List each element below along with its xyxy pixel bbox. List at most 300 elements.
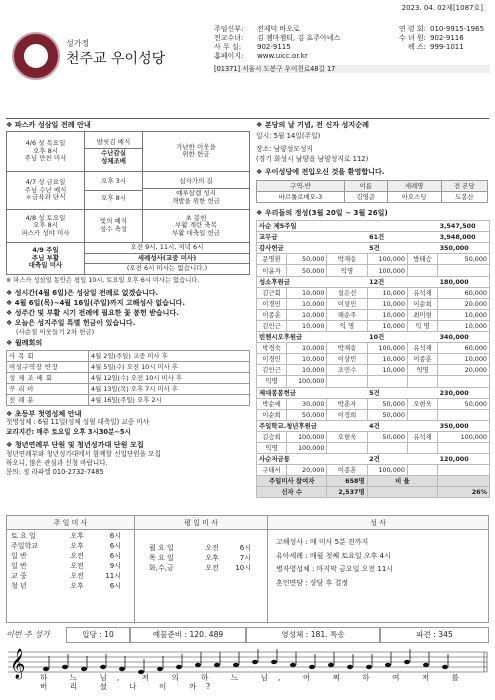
offering-donor: 박순애 (257, 398, 287, 409)
offering-value: 50,000 (367, 409, 407, 420)
easter-day: 4/8 성 토요일 오후 8시 파스카 성야 미사 (7, 209, 85, 242)
offering-count (367, 221, 437, 232)
contact-value: 902-9116 (430, 33, 464, 42)
schedule-row (149, 544, 267, 554)
schedule-day: 청 년 (11, 581, 27, 590)
schedule-ampm: 오후 (70, 532, 84, 540)
meeting-time: 4월 13일(목) 오후 7시 미사 후 (89, 383, 250, 394)
youth-contact: 문의: 정 라파엘 010-2732-7485 (6, 468, 104, 477)
offering-donor: 이종훈 (257, 309, 287, 320)
attendance-label: 주일미사 참여자 (257, 476, 327, 487)
offering-donor: 오현욱 (407, 398, 437, 409)
offering-donor: 문명환 (257, 254, 287, 265)
offering-donor: 익명 (257, 376, 287, 387)
pilgrim-place: 장소: 남양성모성지 (256, 144, 313, 153)
offering-section (257, 454, 490, 465)
offering-value: 60,000 (438, 343, 490, 354)
monthly-row (7, 361, 250, 372)
offering-title: 성소후원금 (257, 276, 368, 287)
offering-amount: 350,000 (438, 243, 490, 254)
offering-value (438, 409, 490, 420)
contact-value: 010-9915-1965 (430, 25, 485, 33)
attendance-label: 비 율 (367, 476, 437, 487)
offering-value: 100,000 (287, 442, 327, 453)
offering-value: 50,000 (287, 254, 327, 265)
offering-donor: 박춘자 (327, 398, 367, 409)
offering-value: 10,000 (367, 320, 407, 331)
offering-value: 10,000 (438, 320, 490, 331)
schedule-row (149, 554, 267, 564)
contact-label: 전교수녀: (214, 33, 244, 42)
offering-donor: 박경숙 (257, 343, 287, 354)
offering-value: 100,000 (438, 431, 490, 442)
left-column (6, 121, 250, 477)
offering-donor (407, 265, 437, 276)
schedule-row (11, 582, 134, 592)
easter-day: 4/6 성 목요일 오후 8시 주님 만찬 미사 (7, 131, 85, 171)
offering-donor: 김인근 (257, 320, 287, 331)
offering-donor: 유석재 (407, 343, 437, 354)
offering-count: 12건 (367, 276, 437, 287)
contact-label: 수 녀 원: (398, 33, 426, 42)
schedule-row (149, 564, 267, 574)
welcome-heading: ❖ 우이성당에 전입오신 것을 환영합니다. (256, 167, 385, 177)
attendance-label: 신자 수 (257, 487, 327, 498)
communion-hymn: 영성체 : 181. 특송 (246, 627, 380, 642)
offering-value (367, 376, 407, 387)
easter-offering: 예루살렘 성지 개발을 위한 헌금 (171, 189, 221, 205)
entrance-hymn: 입당 : 10 (66, 627, 130, 642)
schedule-day: 월 요 일 (149, 544, 174, 552)
meeting-group: 전 례 분 (7, 394, 89, 405)
address: [01371] 서울시 도봉구 우이천로48길 17 (214, 65, 490, 73)
offering-value: 10,000 (367, 298, 407, 309)
offering-section (257, 232, 490, 243)
schedule-row (11, 542, 134, 552)
schedule-time: 6시 (109, 551, 121, 560)
easter-day: 4/9 주일 주님 부활 대축일 미사 (7, 242, 85, 274)
offering-value: 100,000 (367, 254, 407, 265)
offering-row (257, 431, 490, 442)
contact-value: 999-1011 (430, 42, 464, 51)
note-head (62, 665, 68, 669)
offering-title: 주일학교.청년후원금 (257, 420, 368, 431)
offering-donor: 김근회 (257, 287, 287, 298)
offering-amount: 120,000 (438, 454, 490, 465)
offering-value (438, 376, 490, 387)
offering-value: 50,000 (438, 254, 490, 265)
contact-label: 팩 스: (407, 42, 426, 51)
schedule-day: 목 요 일 (149, 553, 174, 562)
sacrament-item: 유아세례 : 매월 첫째 토요일 오후 4시 (276, 551, 391, 560)
offering-donor: 김승희 (257, 431, 287, 442)
welcome-cell: 도봉산 (441, 192, 487, 203)
offering-donor (407, 376, 437, 387)
monthly-row (7, 383, 250, 394)
note-head (347, 665, 353, 669)
offering-count: 5건 (367, 387, 437, 398)
schedule-time: 10시 (235, 563, 251, 572)
offering-donor: 이경민 (257, 298, 287, 309)
note-head (385, 663, 391, 667)
offering-value: 50,000 (438, 398, 490, 409)
offering-value: 50,000 (287, 265, 327, 276)
offering-count: 5건 (367, 243, 437, 254)
announcement-item: ❖ 4월 6일(목)~4월 16일(주일)까지 고해성사 없습니다. (6, 299, 186, 308)
sacraments (268, 516, 488, 622)
offering-donor: 이윤자 (257, 265, 287, 276)
attendance-label (367, 487, 437, 498)
contact-value: 902-9115 (257, 42, 291, 51)
offering-row (257, 365, 490, 376)
parish-emblem-icon (12, 32, 60, 80)
offering-donor (407, 409, 437, 420)
weekday-mass (135, 516, 268, 622)
pilgrim-date: 일시: 5월 14일(주일) (256, 131, 321, 140)
meeting-time: 4월 16일(주일) 오후 2시 (89, 394, 250, 405)
weekday-mass-title: 평 일 미 사 (135, 516, 267, 530)
offering-title: 교무금 (257, 232, 368, 243)
firstcomm-heading: ❖ 초등부 첫영성체 안내 (6, 408, 82, 418)
monthly-heading: ❖ 월례회의 (6, 337, 43, 347)
offering-row (257, 409, 490, 420)
contact-row (214, 34, 490, 43)
note-head (442, 665, 448, 669)
offering-donor: 익명 (257, 442, 287, 453)
schedule-day: 토 요 일 (11, 532, 36, 540)
schedule-day: 교 중 (11, 571, 27, 580)
note-head (423, 663, 429, 667)
offering-donor: 이경민 (257, 354, 287, 365)
note-head (328, 663, 334, 667)
offering-value: 10,000 (367, 354, 407, 365)
offering-value: 50,000 (287, 409, 327, 420)
meeting-time: 4월 12일(수) 오전 10시 미사 후 (89, 372, 250, 383)
sunday-mass-title: 주 일 미 사 (7, 516, 134, 530)
contact-value: 김 젬마젬티, 김 효주아녜스 (257, 33, 341, 42)
offering-count: 4건 (367, 420, 437, 431)
welcome-col: 구역-반 (257, 181, 345, 192)
offering-value: 10,000 (287, 298, 327, 309)
offering-donor: 조민수 (327, 365, 367, 376)
monthly-table (6, 350, 250, 406)
offering-value: 20,000 (438, 298, 490, 309)
schedule-row (11, 532, 134, 542)
offering-donor: 김인근 (257, 365, 287, 376)
offering-donor (327, 376, 367, 387)
hymn-numbers (6, 626, 489, 644)
offering-row (257, 376, 490, 387)
offering-row (257, 265, 490, 276)
schedule-time: 6시 (109, 581, 121, 590)
welcome-cell: 바르톨로메오-3 (257, 192, 345, 203)
offering-value: 100,000 (367, 265, 407, 276)
schedule-time: 7시 (239, 553, 251, 562)
easter-offering: 가난한 이웃을 위한 헌금 (143, 131, 250, 171)
easter-ceremony: 빛의 예식 성수 축성 (85, 209, 143, 242)
offering-value: 60,000 (438, 287, 490, 298)
sacraments-title: 성 사 (268, 516, 488, 530)
offering-amount: 340,000 (438, 332, 490, 343)
offering-donor (407, 465, 437, 476)
offering-value (438, 265, 490, 276)
note-head (271, 660, 277, 664)
offering-value: 10,000 (287, 343, 327, 354)
schedule-time: 9시 (109, 561, 121, 570)
offering-value: 100,000 (367, 465, 407, 476)
note-head (214, 663, 220, 667)
offering-donor: 익 명 (407, 320, 437, 331)
offering-section (257, 243, 490, 254)
offering-donor: 이종훈 (327, 465, 367, 476)
offering-row (257, 309, 490, 320)
welcome-col: 이름 (344, 181, 387, 192)
offering-value: 20,000 (438, 365, 490, 376)
offertory-hymn: 예물준비 : 120. 489 (130, 627, 246, 642)
easter-heading: ❖ 파스카 성삼일 전례 안내 (6, 120, 91, 129)
offering-value (367, 442, 407, 453)
attendance-value: 26% (438, 487, 490, 498)
offering-donor: 오현욱 (327, 431, 367, 442)
offering-count: 61건 (367, 232, 437, 243)
schedule-ampm: 오후 (205, 553, 219, 562)
offering-value: 10,000 (287, 287, 327, 298)
offering-amount: 3,948,000 (438, 232, 490, 243)
contact-value[interactable]: www.uicc.or.kr (257, 51, 308, 60)
offering-value: 10,000 (287, 320, 327, 331)
attendance-row (257, 476, 490, 487)
sunday-mass (7, 516, 135, 622)
offering-value: 100,000 (367, 343, 407, 354)
offering-value: 20,000 (287, 465, 327, 476)
meeting-group: 사 목 회 (7, 350, 89, 361)
offering-value: 10,000 (438, 309, 490, 320)
schedule-row (11, 562, 134, 572)
contact-value (430, 52, 490, 61)
announcement-item: ❖ 성시간(4월 6일)은 성삼일 전례로 없겠습니다. (6, 289, 159, 298)
header-divider (6, 118, 489, 119)
announcement-item: ❖ 성주간 및 부활 시기 전례에 필요한 꽃 봉헌 받습니다. (6, 309, 179, 318)
easter-ceremony: (오전 6시 미사는 없습니다.) (126, 264, 208, 273)
offering-donor: 이순희 (407, 298, 437, 309)
offering-value: 30,000 (287, 398, 327, 409)
offering-donor (327, 442, 367, 453)
monthly-row (7, 394, 250, 405)
schedule-ampm: 오전 (205, 563, 219, 572)
easter-day: 4/7 성 금요일 주님 수난 예식 ＊금육과 단식 (7, 171, 85, 209)
offering-amount: 180,000 (438, 276, 490, 287)
offering-value: 100,000 (287, 376, 327, 387)
offering-value: 100,000 (287, 431, 327, 442)
easter-offering: 십자가의 길 (143, 175, 249, 189)
pilgrim-address: (경기 화성시 남양읍 남양성지로 112) (256, 154, 369, 163)
easter-table (6, 131, 250, 275)
offering-title: 사순저금통 (257, 454, 368, 465)
contact-label: 연 령 회: (398, 25, 426, 33)
offering-donor: 구태서 (257, 465, 287, 476)
offering-section (257, 387, 490, 398)
monthly-row (7, 350, 250, 361)
easter-ceremony: 오후 8시 (100, 193, 127, 202)
offering-value (438, 442, 490, 453)
offering-value: 10,000 (367, 309, 407, 320)
offering-count: 10건 (367, 332, 437, 343)
offering-amount: 230,000 (438, 387, 490, 398)
offering-table (256, 220, 490, 498)
contact-value: 전제덕 바오로 (257, 25, 300, 33)
offering-value (438, 465, 490, 476)
easter-ceremony: 세례성사(교중 미사) (85, 254, 249, 264)
offering-value: 10,000 (287, 309, 327, 320)
sacrament-item: 고해성사 : 매 미사 5분 전까지 (276, 538, 369, 546)
contact-info (214, 25, 490, 73)
offering-title: 감사헌금 (257, 243, 368, 254)
note-head (252, 660, 258, 664)
offering-title: 제대봉봉헌금 (257, 387, 368, 398)
firstcomm-line: 첫영성체 : 6월 11일(성체 성혈 대축일) 교중 미사 (6, 418, 149, 427)
announcement-item: ❖ 오늘은 성지주일 특별 헌금이 있습니다. (6, 319, 136, 328)
sacrament-item: 병자영성체 : 마지막 금요일 오전 11시 (276, 565, 394, 574)
schedule-day: 일 반 (11, 551, 27, 560)
hymn-lyrics: 하 느 님, 저 의 하 느 님, 어 찌 하 여 저 를 버 리 셨 나 이 까? (40, 673, 469, 692)
offering-donor: 방태승 (407, 254, 437, 265)
meeting-time: 4월 2일(주일) 교중 미사 후 (89, 350, 250, 361)
offering-donor: 이상민 (327, 354, 367, 365)
offering-row (257, 465, 490, 476)
offering-value: 50,000 (367, 431, 407, 442)
logo-name: 천주교 우이성당 (66, 51, 166, 67)
youth-heading: ❖ 청년연례부 단원 및 청년성가대 단원 모집 (6, 439, 144, 449)
offering-donor: 이종훈 (407, 354, 437, 365)
announcement-sub: (사순절 이웃들기 2차 헌금) (16, 327, 95, 336)
contact-label: 주임신부: (214, 25, 244, 33)
welcome-cell: 아오스딩 (387, 192, 441, 203)
attendance-value (438, 476, 490, 487)
offering-donor: 이상민 (327, 298, 367, 309)
note-head (81, 667, 87, 671)
offering-value: 10,000 (367, 365, 407, 376)
offering-row (257, 320, 490, 331)
note-head (366, 665, 372, 669)
note-head (119, 667, 125, 671)
right-column (256, 121, 489, 498)
offering-row (257, 298, 490, 309)
schedule-day: 화,수,금 (149, 563, 174, 572)
offering-donor: 최미현 (407, 309, 437, 320)
youth-line: 하오니, 많은 관심과 신청 바랍니다. (6, 458, 108, 467)
attendance-value: 2,537명 (327, 487, 367, 498)
schedule-ampm: 오전 (70, 551, 84, 560)
issue-date: 2023. 04. 02제[1087호] (401, 4, 483, 12)
schedule-time: 6시 (109, 541, 121, 550)
offering-row (257, 398, 490, 409)
hymn-label: 이번 주 성가 (6, 630, 50, 639)
contact-row (214, 25, 490, 34)
treble-clef-icon: 𝄞 (10, 649, 26, 679)
offering-count: 2건 (367, 454, 437, 465)
pilgrim-heading: ❖ 본당의 날 기념, 전 신자 성지순례 (256, 120, 369, 129)
easter-ceremony: 오후 3시 (85, 174, 142, 190)
easter-ceremony: 발씻김 예식 (85, 137, 142, 149)
schedule-row (11, 552, 134, 562)
offering-donor: 박재송 (327, 343, 367, 354)
meeting-time: 4월 5일(수) 오전 10시 미사 후 (89, 361, 250, 372)
welcome-table (256, 180, 488, 203)
offering-section (257, 221, 490, 232)
attendance-value: 658명 (327, 476, 367, 487)
offering-donor: 설은선 (327, 287, 367, 298)
welcome-col: 전 본당 (441, 181, 487, 192)
offering-amount: 350,000 (438, 420, 490, 431)
schedule-row (11, 572, 134, 582)
logo-small-text: 성가정 (66, 39, 90, 48)
offering-donor: 이순희 (257, 409, 287, 420)
schedule-ampm: 오후 (70, 541, 84, 550)
welcome-cell: 김영준 (344, 192, 387, 203)
schedule-time: 6시 (109, 532, 121, 540)
offering-heading: ❖ 우리들의 정성(3월 20일 ~ 3월 26일) (256, 208, 388, 218)
contact-row (214, 43, 490, 52)
schedule-time: 11시 (105, 571, 121, 580)
meeting-group: 성 체 조 배 회 (7, 372, 89, 383)
offering-donor (407, 442, 437, 453)
schedule-ampm: 오전 (70, 571, 84, 580)
contact-row (214, 52, 490, 61)
sacrament-item: 혼인면담 : 상담 후 결정 (276, 578, 349, 587)
note-head (43, 667, 49, 671)
youth-line: 청년연례부와 청년성가대에서 함께할 신입단원을 모집 (6, 449, 161, 458)
offering-amount: 3,547,500 (438, 221, 490, 232)
offering-donor: 익 명 (327, 320, 367, 331)
note-head (290, 663, 296, 667)
note-head (309, 665, 315, 669)
schedule-day: 주일학교 (11, 541, 39, 550)
schedule-ampm: 오전 (205, 544, 219, 552)
offering-donor: 박재송 (327, 254, 367, 265)
meeting-group: 꾸 리 아 (7, 383, 89, 394)
note-head (404, 660, 410, 664)
offering-row (257, 343, 490, 354)
attendance-row (257, 487, 490, 498)
offering-section (257, 420, 490, 431)
offering-value: 10,000 (367, 287, 407, 298)
welcome-col: 세례명 (387, 181, 441, 192)
schedule-time: 6시 (239, 544, 251, 552)
note-head (176, 665, 182, 669)
offering-value: 10,000 (438, 354, 490, 365)
offering-row (257, 354, 490, 365)
schedule-ampm: 오후 (70, 581, 84, 590)
parish-logo (12, 32, 182, 84)
offering-row (257, 254, 490, 265)
schedule-day: 일 반 (11, 561, 27, 570)
meeting-group: 여성구역장 반장 (7, 361, 89, 372)
monthly-row (7, 372, 250, 383)
offering-donor: 유석재 (407, 287, 437, 298)
mass-schedule (6, 515, 489, 623)
offering-donor: 이정희 (327, 409, 367, 420)
offering-row (257, 287, 490, 298)
easter-note: ※ 파스카 성삼일 동안은 평일 10시, 토요일 오후 6시 미사는 없습니다. (6, 276, 200, 284)
note-head (195, 663, 201, 667)
announcement-list (6, 288, 250, 329)
recessional-hymn: 파견 : 345 (380, 627, 489, 642)
firstcomm-line: 교리지간: 매주 토요일 오후 3시30분~5시 (6, 427, 131, 436)
easter-ceremony: 수난감실 성체조배 (100, 149, 127, 165)
contact-label: 사 무 실: (214, 42, 242, 51)
offering-donor: 유석재 (407, 431, 437, 442)
contact-label: 홈페이지: (214, 51, 244, 60)
